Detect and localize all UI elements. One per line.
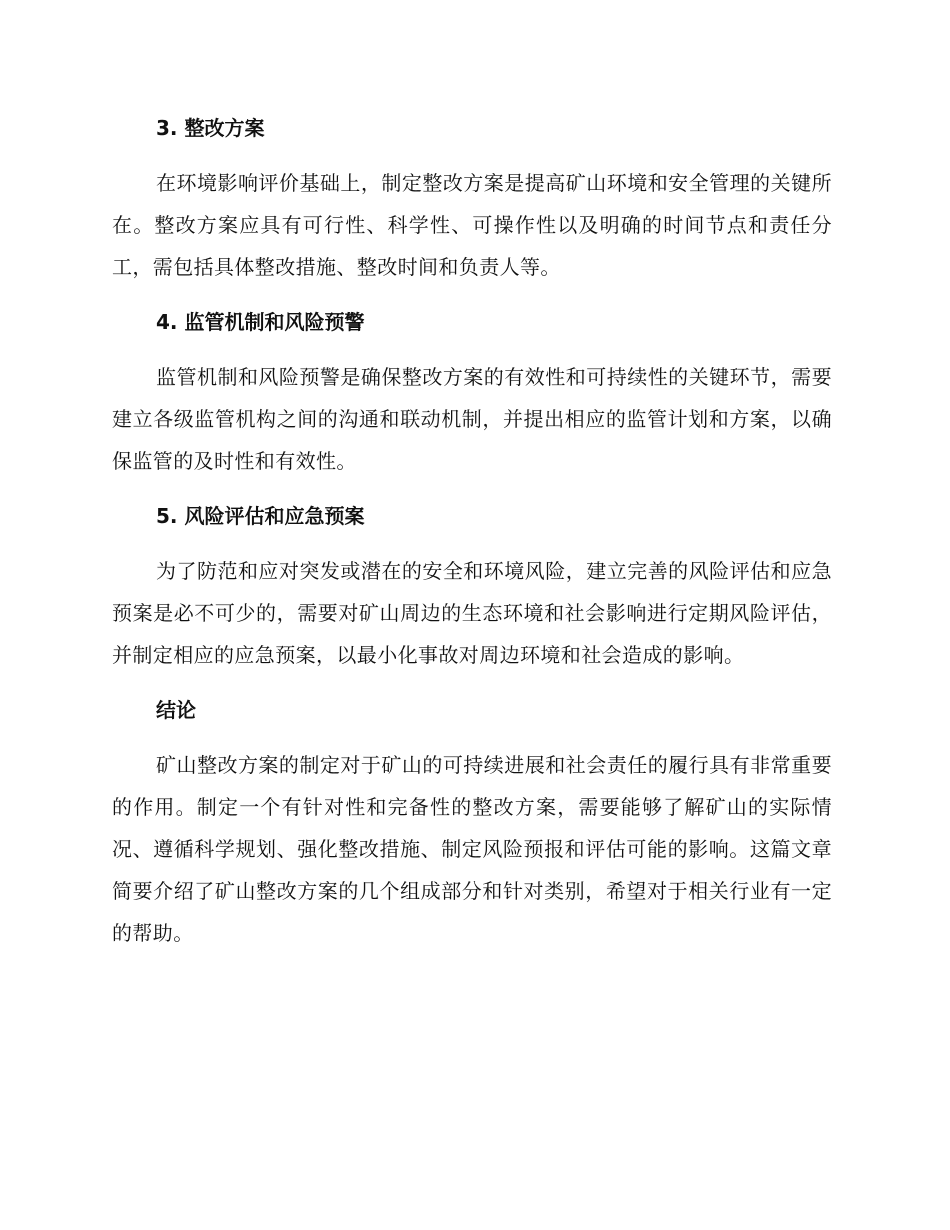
section-paragraph: 为了防范和应对突发或潜在的安全和环境风险，建立完善的风险评估和应急预案是必不可少的，需要对矿山周边的生态环境和社会影响进行定期风险评估，并制定相应的应急预案，以最小化事故对周边环境和社会造成的影响。: [112, 559, 832, 667]
section-paragraph: 监管机制和风险预警是确保整改方案的有效性和可持续性的关键环节，需要建立各级监管机构之间的沟通和联动机制，并提出相应的监管计划和方案，以确保监管的及时性和有效性。: [112, 365, 832, 473]
section-paragraph: 矿山整改方案的制定对于矿山的可持续进展和社会责任的履行具有非常重要的作用。制定一个有针对性和完备性的整改方案，需要能够了解矿山的实际情况、遵循科学规划、强化整改措施、制定风险预报和评估可能的影响。这篇文章简要介绍了矿山整改方案的几个组成部分和针对类别，希望对于相关行业有一定的帮助。: [112, 753, 832, 945]
section-conclusion: [112, 690, 832, 954]
section-heading: 结论: [156, 698, 196, 722]
document-body: [112, 108, 832, 968]
section-paragraph: 在环境影响评价基础上，制定整改方案是提高矿山环境和安全管理的关键所在。整改方案应具有可行性、科学性、可操作性以及明确的时间节点和责任分工，需包括具体整改措施、整改时间和负责人等。: [112, 171, 832, 279]
section-heading: 4. 监管机制和风险预警: [156, 310, 365, 334]
section-heading: 3. 整改方案: [156, 116, 265, 140]
section-supervision-warning: [112, 302, 832, 482]
section-rectification-plan: [112, 108, 832, 288]
section-heading: 5. 风险评估和应急预案: [156, 504, 365, 528]
section-risk-emergency: [112, 496, 832, 676]
